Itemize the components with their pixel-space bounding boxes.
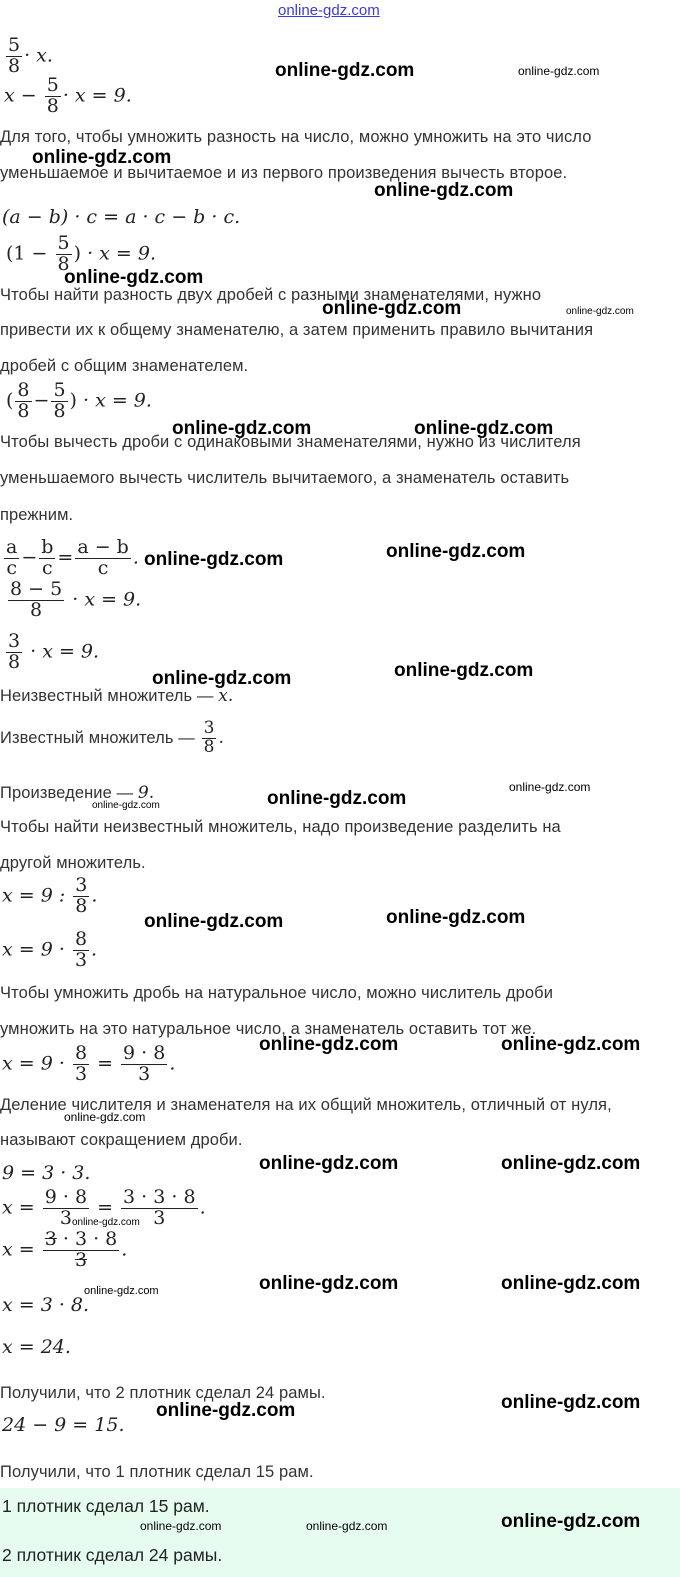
paragraph-line: Чтобы найти разность двух дробей с разными знаменателями, нужно bbox=[0, 286, 542, 304]
formula-x-equals-24: x = 24. bbox=[2, 1336, 71, 1358]
result-first-carpenter: Получили, что 1 плотник сделал 15 рам. bbox=[0, 1463, 314, 1481]
formula-nine-factor: 9 = 3 · 3. bbox=[2, 1162, 91, 1184]
watermark: online-gdz.com bbox=[501, 1273, 641, 1294]
formula-x-three-times-eight: x = 3 · 8. bbox=[2, 1294, 90, 1316]
formula-distributive: (a − b) · c = a · c − b · c. bbox=[2, 206, 241, 228]
watermark: online-gdz.com bbox=[64, 267, 204, 288]
watermark-small: online-gdz.com bbox=[84, 1285, 159, 1297]
watermark: online-gdz.com bbox=[152, 668, 292, 689]
watermark: online-gdz.com bbox=[501, 1034, 641, 1055]
watermark-small: online-gdz.com bbox=[72, 1217, 140, 1228]
watermark: online-gdz.com bbox=[259, 1273, 399, 1294]
watermark: online-gdz.com bbox=[275, 60, 415, 81]
formula-eight-minus-five-over-eight: $\frac{8 - 5}{8}$ · x = 9. bbox=[10, 578, 142, 621]
watermark: online-gdz.com bbox=[172, 418, 312, 439]
watermark: online-gdz.com bbox=[501, 1511, 641, 1532]
paragraph-line: дробей с общим знаменателем. bbox=[0, 357, 249, 375]
paragraph-line: Чтобы найти неизвестный множитель, надо произведение разделить на bbox=[0, 818, 561, 836]
watermark: online-gdz.com bbox=[501, 1153, 641, 1174]
formula-one-minus: (1 − $\frac{5}{8}$ ) · x = 9. bbox=[6, 232, 156, 275]
watermark: online-gdz.com bbox=[259, 1034, 399, 1055]
watermark: online-gdz.com bbox=[394, 660, 534, 681]
formula-x-cancelled: x = $\frac{3 \cdot 3 \cdot 8}{3}$ . bbox=[2, 1228, 128, 1271]
paragraph-line: Чтобы умножить дробь на натуральное число, можно числитель дроби bbox=[0, 984, 554, 1002]
paragraph-line: уменьшаемое и вычитаемое и из первого произведения вычесть второе. bbox=[0, 164, 568, 182]
watermark-small: online-gdz.com bbox=[140, 1519, 222, 1533]
answer-line-2: 2 плотник сделал 24 рамы. bbox=[2, 1545, 223, 1565]
watermark-small: online-gdz.com bbox=[306, 1519, 388, 1533]
formula-three-eighths-x: $\frac{3}{8}$ · x = 9. bbox=[8, 630, 100, 673]
formula-five-eighths-x: $\frac{5}{8}$ · x. bbox=[8, 34, 53, 77]
result-second-carpenter: Получили, что 2 плотник сделал 24 рамы. bbox=[0, 1384, 326, 1402]
paragraph-line: уменьшаемого вычесть числитель вычитаемого, а знаменатель оставить bbox=[0, 469, 570, 487]
paragraph-line: Для того, чтобы умножить разность на число, можно умножить на это число bbox=[0, 128, 592, 146]
watermark: online-gdz.com bbox=[386, 907, 526, 928]
answer-line-1: 1 плотник сделал 15 рам. bbox=[2, 1496, 210, 1516]
watermark-small: online-gdz.com bbox=[509, 780, 591, 794]
paragraph-line: умножить на это натуральное число, а знаменатель оставить тот же. bbox=[0, 1020, 537, 1038]
watermark: online-gdz.com bbox=[501, 1392, 641, 1413]
formula-x-divide: x = 9 : $\frac{3}{8}$ . bbox=[2, 874, 98, 917]
known-factor-label: Известный множитель — $\frac{3}{8}$ . bbox=[0, 718, 224, 757]
formula-x-multiply-expanded: x = 9 · $\frac{8}{3}$ = $\frac{9 \cdot 8}{3}$ . bbox=[2, 1042, 176, 1085]
paragraph-line: прежним. bbox=[0, 506, 74, 524]
product-label: Произведение — 9. bbox=[0, 783, 155, 803]
watermark-small: online-gdz.com bbox=[64, 1110, 146, 1124]
formula-x-factored: x = $\frac{9 \cdot 8}{3}$ = $\frac{3 \cdot 3 \cdot 8}{3}$ . bbox=[2, 1186, 206, 1229]
watermark-small: online-gdz.com bbox=[92, 800, 160, 811]
paragraph-line: Деление числителя и знаменателя на их общий множитель, отличный от нуля, bbox=[0, 1096, 612, 1114]
watermark: online-gdz.com bbox=[386, 541, 526, 562]
paragraph-line: другой множитель. bbox=[0, 854, 146, 872]
watermark: online-gdz.com bbox=[32, 147, 172, 168]
formula-difference: 24 − 9 = 15. bbox=[2, 1414, 125, 1436]
watermark: online-gdz.com bbox=[267, 788, 407, 809]
watermark-small: online-gdz.com bbox=[566, 306, 634, 317]
unknown-factor-label: Неизвестный множитель — x. bbox=[0, 686, 234, 706]
watermark: online-gdz.com bbox=[414, 418, 554, 439]
watermark-small: online-gdz.com bbox=[518, 64, 600, 78]
watermark: online-gdz.com bbox=[374, 180, 514, 201]
watermark: online-gdz.com bbox=[322, 298, 462, 319]
paragraph-line: называют сокращением дроби. bbox=[0, 1131, 243, 1149]
paragraph-line: привести их к общему знаменателю, а затем применить правило вычитания bbox=[0, 321, 594, 339]
formula-subtraction-rule: $\frac{a}{c}$ − $\frac{b}{c}$ = $\frac{a - b}{c}$ . bbox=[6, 536, 139, 579]
site-header-link[interactable]: online-gdz.com bbox=[278, 2, 380, 19]
watermark: online-gdz.com bbox=[259, 1153, 399, 1174]
watermark: online-gdz.com bbox=[144, 911, 284, 932]
watermark: online-gdz.com bbox=[144, 549, 284, 570]
formula-x-minus: x − $\frac{5}{8}$ · x = 9. bbox=[4, 74, 132, 117]
paragraph-line: Чтобы вычесть дроби с одинаковыми знаменателями, нужно из числителя bbox=[0, 433, 581, 451]
formula-x-multiply: x = 9 · $\frac{8}{3}$ . bbox=[2, 928, 98, 971]
formula-eight-minus: ( $\frac{8}{8}$ − $\frac{5}{8}$ ) · x = 9. bbox=[6, 379, 152, 422]
watermark: online-gdz.com bbox=[156, 1400, 296, 1421]
